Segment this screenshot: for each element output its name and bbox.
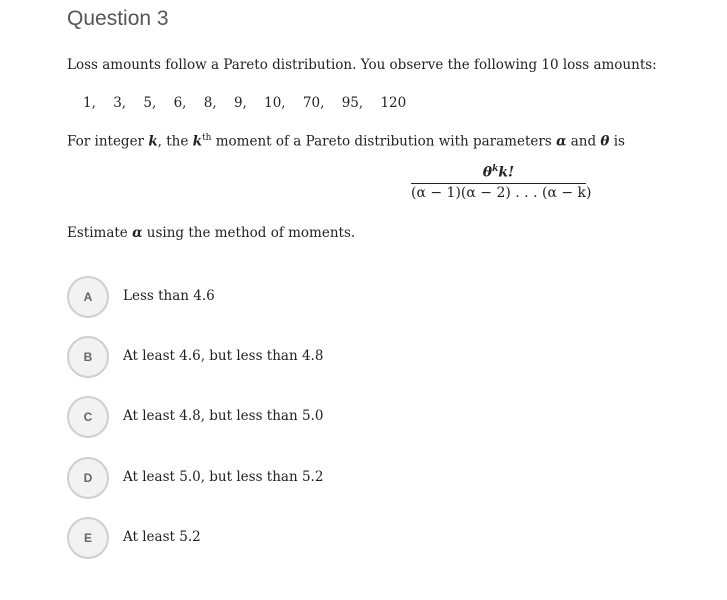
loss-amount: 1, — [83, 95, 96, 111]
loss-amount: 10, — [264, 95, 286, 111]
loss-amount: 95, — [341, 95, 364, 111]
loss-amount: 120 — [380, 95, 407, 111]
moment-statement: For integer k, the $k^{th}$ moment of a Pareto distribution with parameters α and θ is — [67, 133, 625, 150]
option-label: At least 4.6, but less than 4.8 — [123, 348, 324, 364]
option-letter-circle[interactable]: B — [67, 336, 109, 378]
option-letter-circle[interactable]: D — [67, 457, 109, 499]
option-label: At least 4.8, but less than 5.0 — [123, 408, 324, 424]
var-k: k — [148, 133, 158, 150]
var-k: k — [192, 133, 203, 150]
option-label: At least 5.2 — [123, 529, 201, 545]
var-alpha: α — [132, 225, 143, 241]
loss-amount: 9, — [233, 95, 247, 111]
formula-denominator: (α − 1)(α − 2) . . . (α − k) — [411, 184, 592, 201]
option-label: At least 5.0, but less than 5.2 — [123, 469, 324, 485]
question-intro: Loss amounts follow a Pareto distribution. You observe the following 10 loss amounts: — [67, 57, 657, 73]
answer-option-b[interactable] — [67, 336, 487, 378]
var-theta: θ — [600, 133, 610, 150]
moment-formula — [411, 164, 592, 201]
loss-amount: 70, — [302, 95, 325, 111]
option-letter-circle[interactable]: A — [67, 276, 109, 318]
loss-amounts-list — [83, 95, 406, 111]
question-title: Question 3 — [67, 7, 169, 30]
superscript-th: th — [202, 133, 212, 143]
answer-option-a[interactable] — [67, 276, 487, 318]
loss-amount: 6, — [173, 95, 187, 111]
option-letter-circle[interactable]: E — [67, 517, 109, 559]
option-letter-circle[interactable]: C — [67, 396, 109, 438]
answer-option-e[interactable] — [67, 517, 487, 559]
var-alpha: α — [556, 133, 567, 150]
loss-amount: 5, — [143, 95, 157, 111]
option-label: Less than 4.6 — [123, 288, 215, 304]
answer-option-d[interactable] — [67, 457, 487, 499]
formula-numerator: $\theta^kk$! — [482, 164, 515, 181]
loss-amount: 3, — [113, 95, 127, 111]
loss-amount: 8, — [203, 95, 217, 111]
answer-option-c[interactable] — [67, 396, 487, 438]
estimate-prompt: Estimate α using the method of moments. — [67, 225, 356, 241]
